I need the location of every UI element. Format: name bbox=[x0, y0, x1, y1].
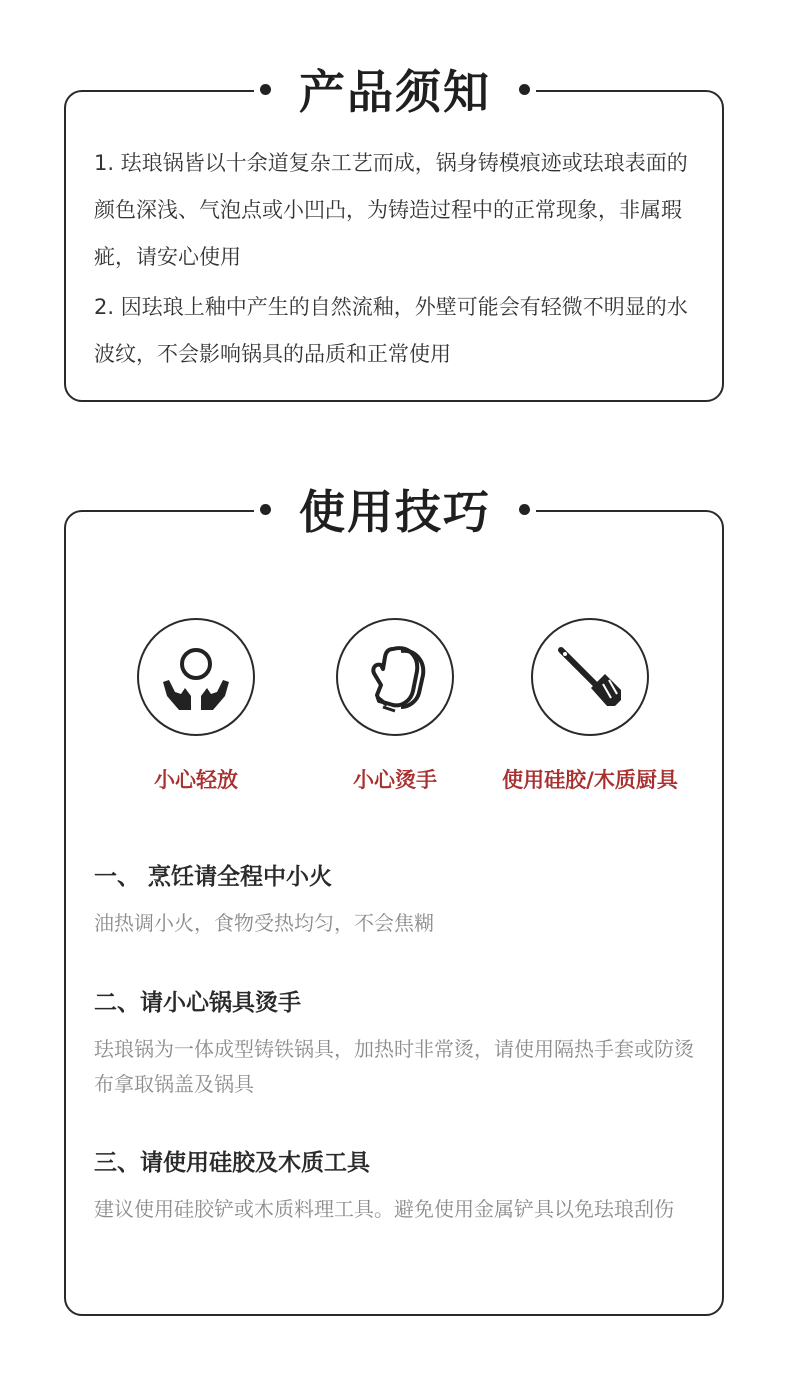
tips-header bbox=[0, 476, 790, 542]
tip-1-title: 一、 烹饪请全程中小火 bbox=[94, 864, 333, 890]
tip-icon-handle-gently bbox=[96, 618, 296, 794]
notice-header bbox=[0, 56, 790, 122]
tip-icon-label: 小心轻放 bbox=[154, 768, 238, 792]
tip-icon-label: 使用硅胶/木质厨具 bbox=[502, 768, 678, 792]
tips-title: 使用技巧 bbox=[299, 485, 491, 539]
notice-paragraph-2: 2. 因珐琅上釉中产生的自然流釉，外壁可能会有轻微不明显的水波纹，不会影响锅具的品质和正常使用 bbox=[94, 295, 688, 366]
spatula-icon bbox=[531, 618, 649, 736]
bullet-dot-icon bbox=[260, 504, 271, 515]
bullet-dot-icon bbox=[260, 84, 271, 95]
hands-holding-icon bbox=[137, 618, 255, 736]
notice-paragraph-1: 1. 珐琅锅皆以十余道复杂工艺而成，锅身铸模痕迹或珐琅表面的颜色深浅、气泡点或小凹凸，为铸造过程中的正常现象，非属瑕疵，请安心使用 bbox=[94, 151, 688, 269]
tip-2-title: 二、请小心锅具烫手 bbox=[94, 990, 301, 1016]
bullet-dot-icon bbox=[519, 504, 530, 515]
tip-icon-label: 小心烫手 bbox=[353, 768, 437, 792]
oven-mitt-icon bbox=[336, 618, 454, 736]
bullet-dot-icon bbox=[519, 84, 530, 95]
tip-3-title: 三、请使用硅胶及木质工具 bbox=[94, 1150, 370, 1176]
tip-icon-utensils bbox=[490, 618, 690, 794]
tip-3-desc: 建议使用硅胶铲或木质料理工具。避免使用金属铲具以免珐琅刮伤 bbox=[94, 1197, 674, 1221]
tip-1-desc: 油热调小火，食物受热均匀，不会焦糊 bbox=[94, 911, 434, 935]
notice-title: 产品须知 bbox=[299, 65, 491, 119]
tip-icon-hot bbox=[295, 618, 495, 794]
tip-2-desc: 珐琅锅为一体成型铸铁锅具，加热时非常烫，请使用隔热手套或防烫布拿取锅盖及锅具 bbox=[94, 1037, 694, 1096]
